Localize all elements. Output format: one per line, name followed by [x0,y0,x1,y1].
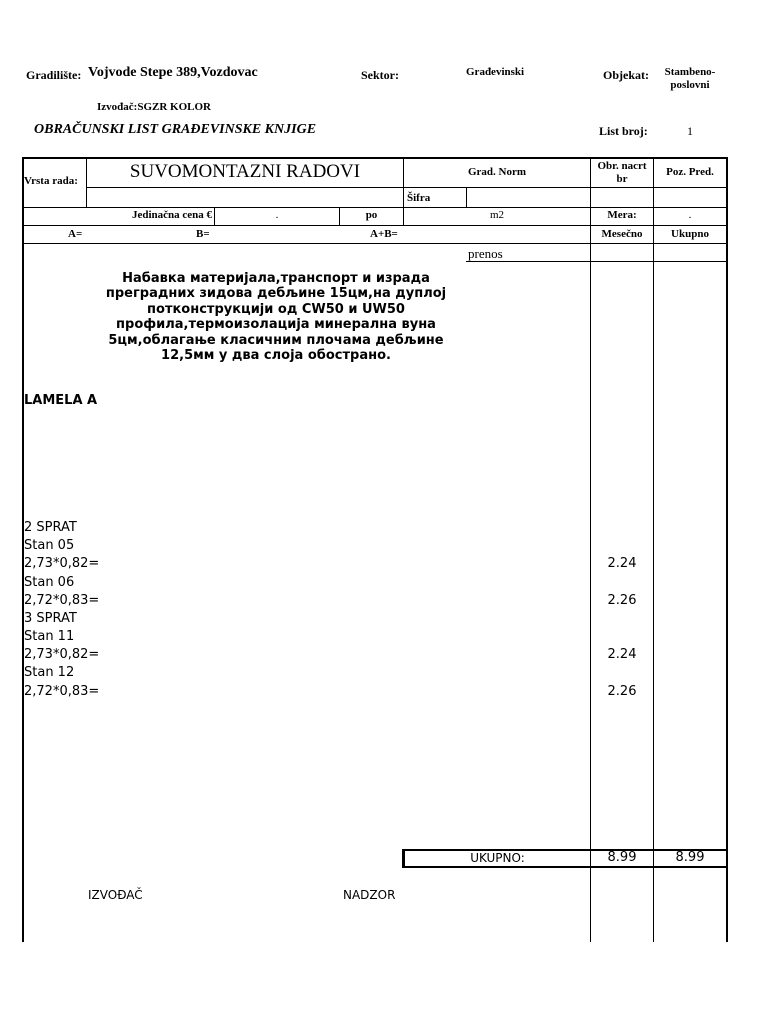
row-line-2 [22,207,728,208]
divider-sifra [466,188,467,207]
ukupno-box-bottom [402,866,728,868]
work-title: SUVOMONTAZNI RADOVI [129,161,361,182]
top-border [22,157,728,159]
row-value: 2.24 [607,647,637,662]
description-line: преградних зидова дебљине 15цм,на дуплој [105,286,447,302]
nadzor-signature-label: NADZOR [343,888,396,902]
mesecno-total: 8.99 [607,850,637,865]
divider-mesecno [590,157,591,942]
row-label: Stan 05 [24,538,75,553]
document-title: OBRAČUNSKI LIST GRAĐEVINSKE KNJIGE [34,122,317,137]
obr-nacrt-label [591,160,653,186]
b-label: B= [196,228,210,240]
poz-pred-label: Poz. Pred. [666,166,714,178]
section-title: LAMELA A [24,393,98,408]
ukupno-label: Ukupno [671,228,709,240]
row-line-1 [86,187,726,188]
row-label: 2 SPRAT [24,520,77,535]
divider-ukupno [653,157,654,942]
description-line: 5цм,облагање класичним плочама дебљине [108,332,444,348]
objekat-value-line2: poslovni [670,79,710,91]
row-line-3 [22,225,728,226]
mera-label: Mera: [607,209,637,221]
row-line-4 [22,243,728,244]
mera-value: . [688,209,692,221]
prenos-underline [466,261,728,262]
gradiliste-label: Gradilište: [26,68,82,82]
row-label: 3 SPRAT [24,611,77,626]
row-value: 2.26 [607,684,637,699]
right-border [726,157,728,942]
row-value: 2.26 [607,593,637,608]
divider-title [403,157,404,207]
jedinicna-cena-label: Jedinačna cena € [131,209,212,221]
a-label: A= [68,228,83,240]
izvodjac-line: Izvođač:SGZR KOLOR [97,101,211,113]
row-value: 2.24 [607,556,637,571]
ukupno-total: 8.99 [675,850,705,865]
list-broj-label: List broj: [599,124,648,138]
jedinicna-cena-value: . [275,209,279,221]
row-label: 2,72*0,83= [24,593,100,608]
sifra-label: Šifra [407,192,431,204]
work-description [76,271,476,363]
row-label: Stan 12 [24,665,75,680]
obr-nacrt-line1: Obr. nacrt [597,160,647,172]
list-broj-value: 1 [687,124,693,138]
description-line: Набавка материјала,транспорт и израда [122,271,430,286]
sektor-label: Sektor: [361,68,399,82]
row-label: Stan 11 [24,629,75,644]
row-label: 2,73*0,82= [24,647,100,662]
po-label: po [365,209,378,221]
description-line: 12,5мм у два слоја обострано. [161,348,391,364]
row-label: Stan 06 [24,575,75,590]
sektor-value: Građevinski [466,66,525,78]
ab-label: A+B= [370,228,398,240]
vrsta-rada-label: Vrsta rada: [24,175,78,187]
objekat-value [656,66,724,92]
gradiliste-value: Vojvode Stepe 389,Vozdovac [88,65,258,80]
description-line: потконструкцији од CW50 и UW50 [147,301,405,317]
objekat-label: Objekat: [603,68,649,82]
unit-value: m2 [489,209,505,221]
obr-nacrt-line2: br [616,173,628,185]
izvodjac-signature-label: IZVOĐAČ [88,888,143,902]
mesecno-label: Mesečno [601,228,643,240]
ukupno-total-label: UKUPNO: [470,851,525,865]
objekat-value-line1: Stambeno- [664,66,716,78]
row-label: 2,72*0,83= [24,684,100,699]
description-line: профила,термоизолација минерална вуна [116,317,436,333]
prenos-label: prenos [468,246,503,261]
grad-norm-label: Grad. Norm [467,166,527,178]
row-label: 2,73*0,82= [24,556,100,571]
